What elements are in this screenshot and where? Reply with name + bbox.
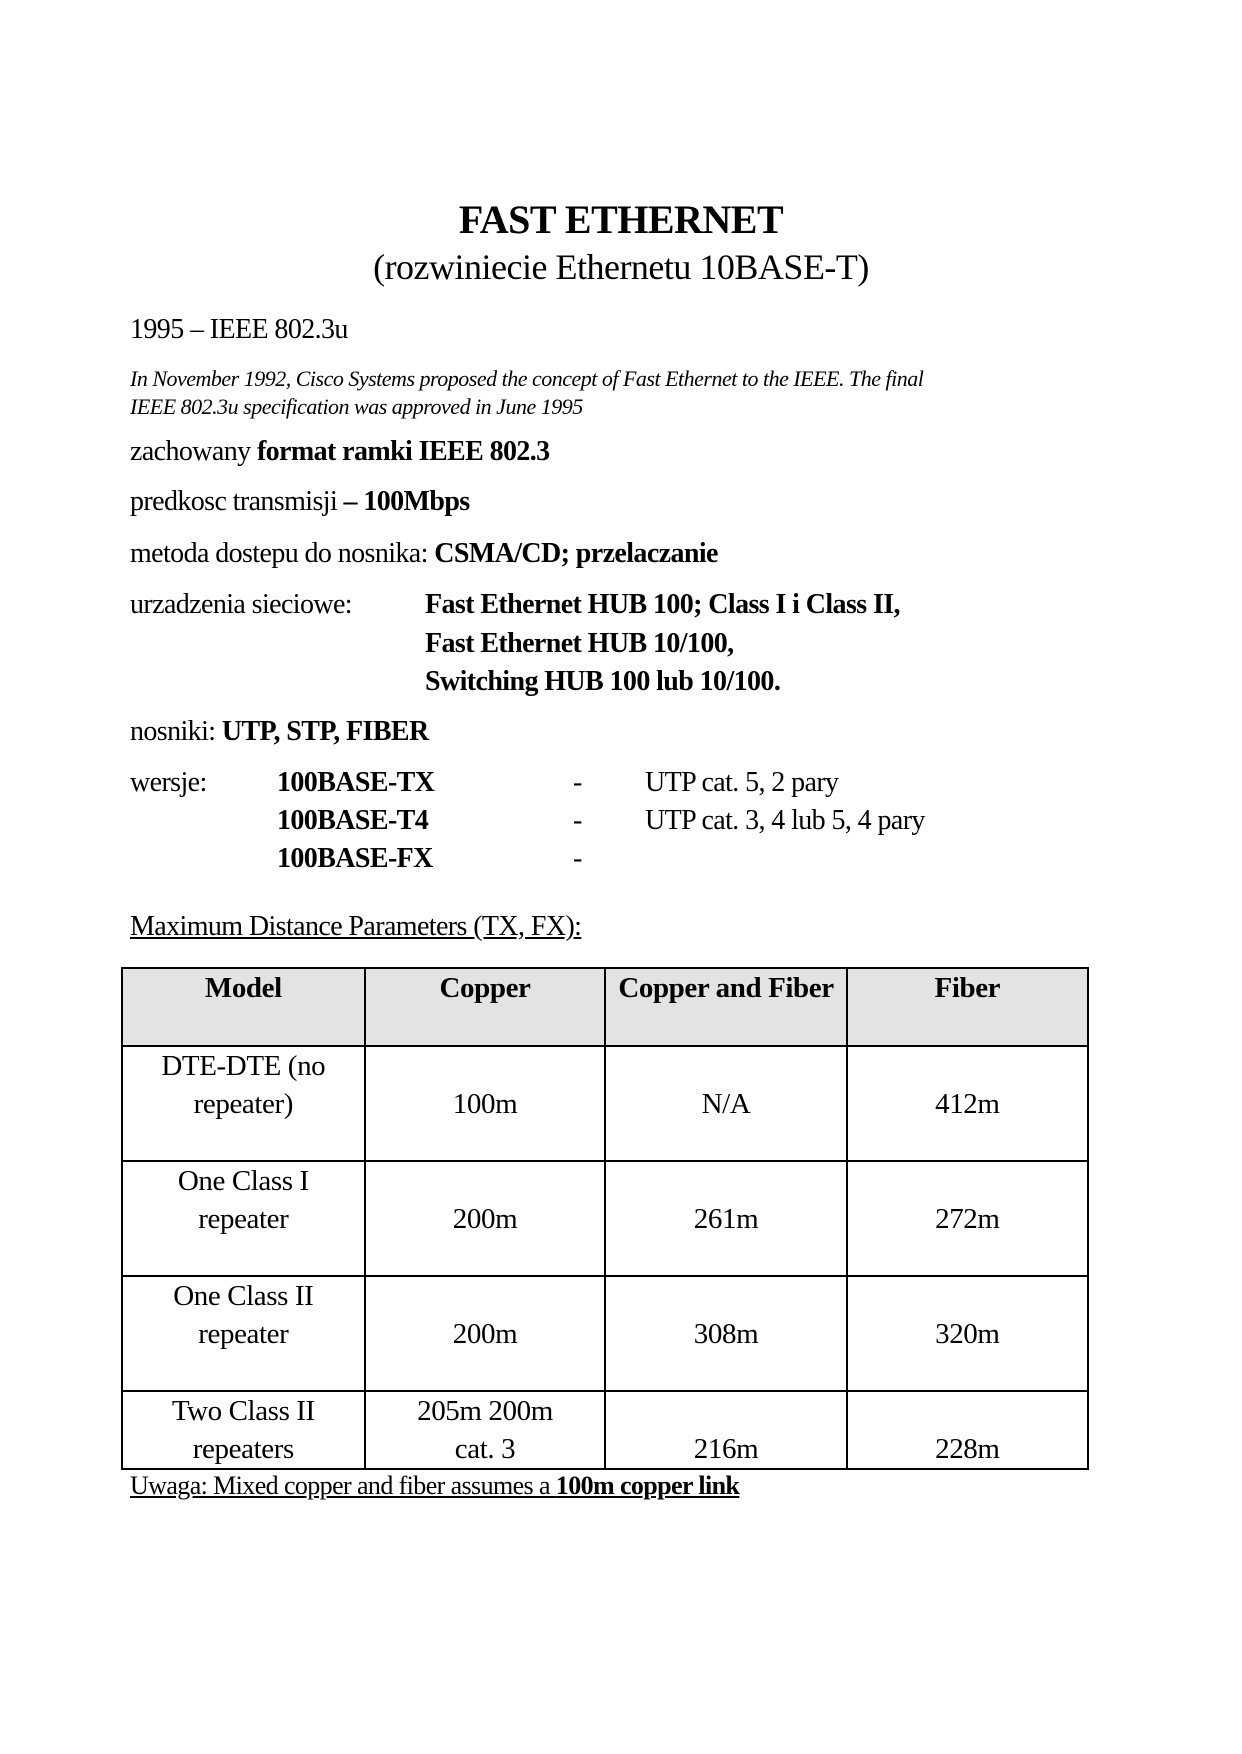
header-copper-fiber: Copper and Fiber — [605, 968, 846, 1046]
footnote-bold: 100m copper link — [555, 1471, 740, 1500]
format-value: format ramki IEEE 802.3 — [256, 436, 550, 467]
cell-copper: 200m — [365, 1161, 606, 1276]
version-dash: - — [573, 805, 582, 836]
versions-label: wersje: — [130, 767, 207, 798]
cell-copper-fiber: 308m — [605, 1276, 846, 1391]
note-line-2: IEEE 802.3u specification was approved in June 1995 — [130, 394, 583, 419]
cell-copper: 205m 200m cat. 3 — [365, 1391, 606, 1469]
page-title: FAST ETHERNET — [458, 197, 784, 242]
table-row — [122, 1391, 1088, 1469]
speed-line — [130, 486, 470, 518]
cell-model: One Class I repeater — [122, 1161, 365, 1276]
format-line — [130, 436, 550, 468]
cell-fiber: 412m — [847, 1046, 1088, 1161]
cell-copper-fiber: 261m — [605, 1161, 846, 1276]
cell-copper: 100m — [365, 1046, 606, 1161]
cell-copper: 200m — [365, 1276, 606, 1391]
header-copper: Copper — [365, 968, 606, 1046]
device-1: Fast Ethernet HUB 100; Class I i Class II, — [425, 589, 900, 620]
media-label: nosniki: — [130, 716, 222, 747]
note-line-1: In November 1992, Cisco Systems proposed the concept of Fast Ethernet to the IEEE. The final — [130, 366, 924, 391]
standard: 1995 – IEEE 802.3u — [130, 314, 348, 345]
version-dash: - — [573, 843, 582, 874]
version-name: 100BASE-T4 — [277, 805, 429, 836]
cell-model: One Class II repeater — [122, 1276, 365, 1391]
access-value: CSMA/CD; przelaczanie — [434, 538, 718, 569]
table-row — [122, 1276, 1088, 1391]
version-desc: UTP cat. 5, 2 pary — [645, 767, 839, 798]
version-name: 100BASE-FX — [277, 843, 433, 874]
cell-fiber: 320m — [847, 1276, 1088, 1391]
format-label: zachowany — [130, 436, 257, 467]
page-subtitle: (rozwiniecie Ethernetu 10BASE-T) — [373, 247, 869, 287]
devices-label: urzadzenia sieciowe: — [130, 589, 352, 620]
speed-label: predkosc transmisji — [130, 486, 344, 517]
version-name: 100BASE-TX — [277, 767, 435, 798]
speed-value: – 100Mbps — [343, 486, 470, 517]
access-line — [130, 538, 718, 570]
media-line — [130, 716, 429, 748]
device-3: Switching HUB 100 lub 10/100. — [425, 666, 781, 697]
table-title: Maximum Distance Parameters (TX, FX): — [130, 911, 582, 942]
table-row — [122, 1161, 1088, 1276]
cell-model: DTE-DTE (no repeater) — [122, 1046, 365, 1161]
cell-model: Two Class II repeaters — [122, 1391, 365, 1469]
distance-table — [121, 967, 1089, 1470]
footnote-text: Uwaga: Mixed copper and fiber assumes a — [130, 1471, 556, 1500]
header-model: Model — [122, 968, 365, 1046]
version-dash: - — [573, 767, 582, 798]
cell-fiber: 228m — [847, 1391, 1088, 1469]
access-label: metoda dostepu do nosnika: — [130, 538, 435, 569]
table-header-row — [122, 968, 1088, 1046]
cell-fiber: 272m — [847, 1161, 1088, 1276]
header-fiber: Fiber — [847, 968, 1088, 1046]
media-value: UTP, STP, FIBER — [221, 716, 429, 747]
table-row — [122, 1046, 1088, 1161]
cell-copper-fiber: 216m — [605, 1391, 846, 1469]
cell-copper-fiber: N/A — [605, 1046, 846, 1161]
device-2: Fast Ethernet HUB 10/100, — [425, 628, 734, 659]
footnote — [130, 1471, 739, 1501]
version-desc: UTP cat. 3, 4 lub 5, 4 pary — [645, 805, 925, 836]
